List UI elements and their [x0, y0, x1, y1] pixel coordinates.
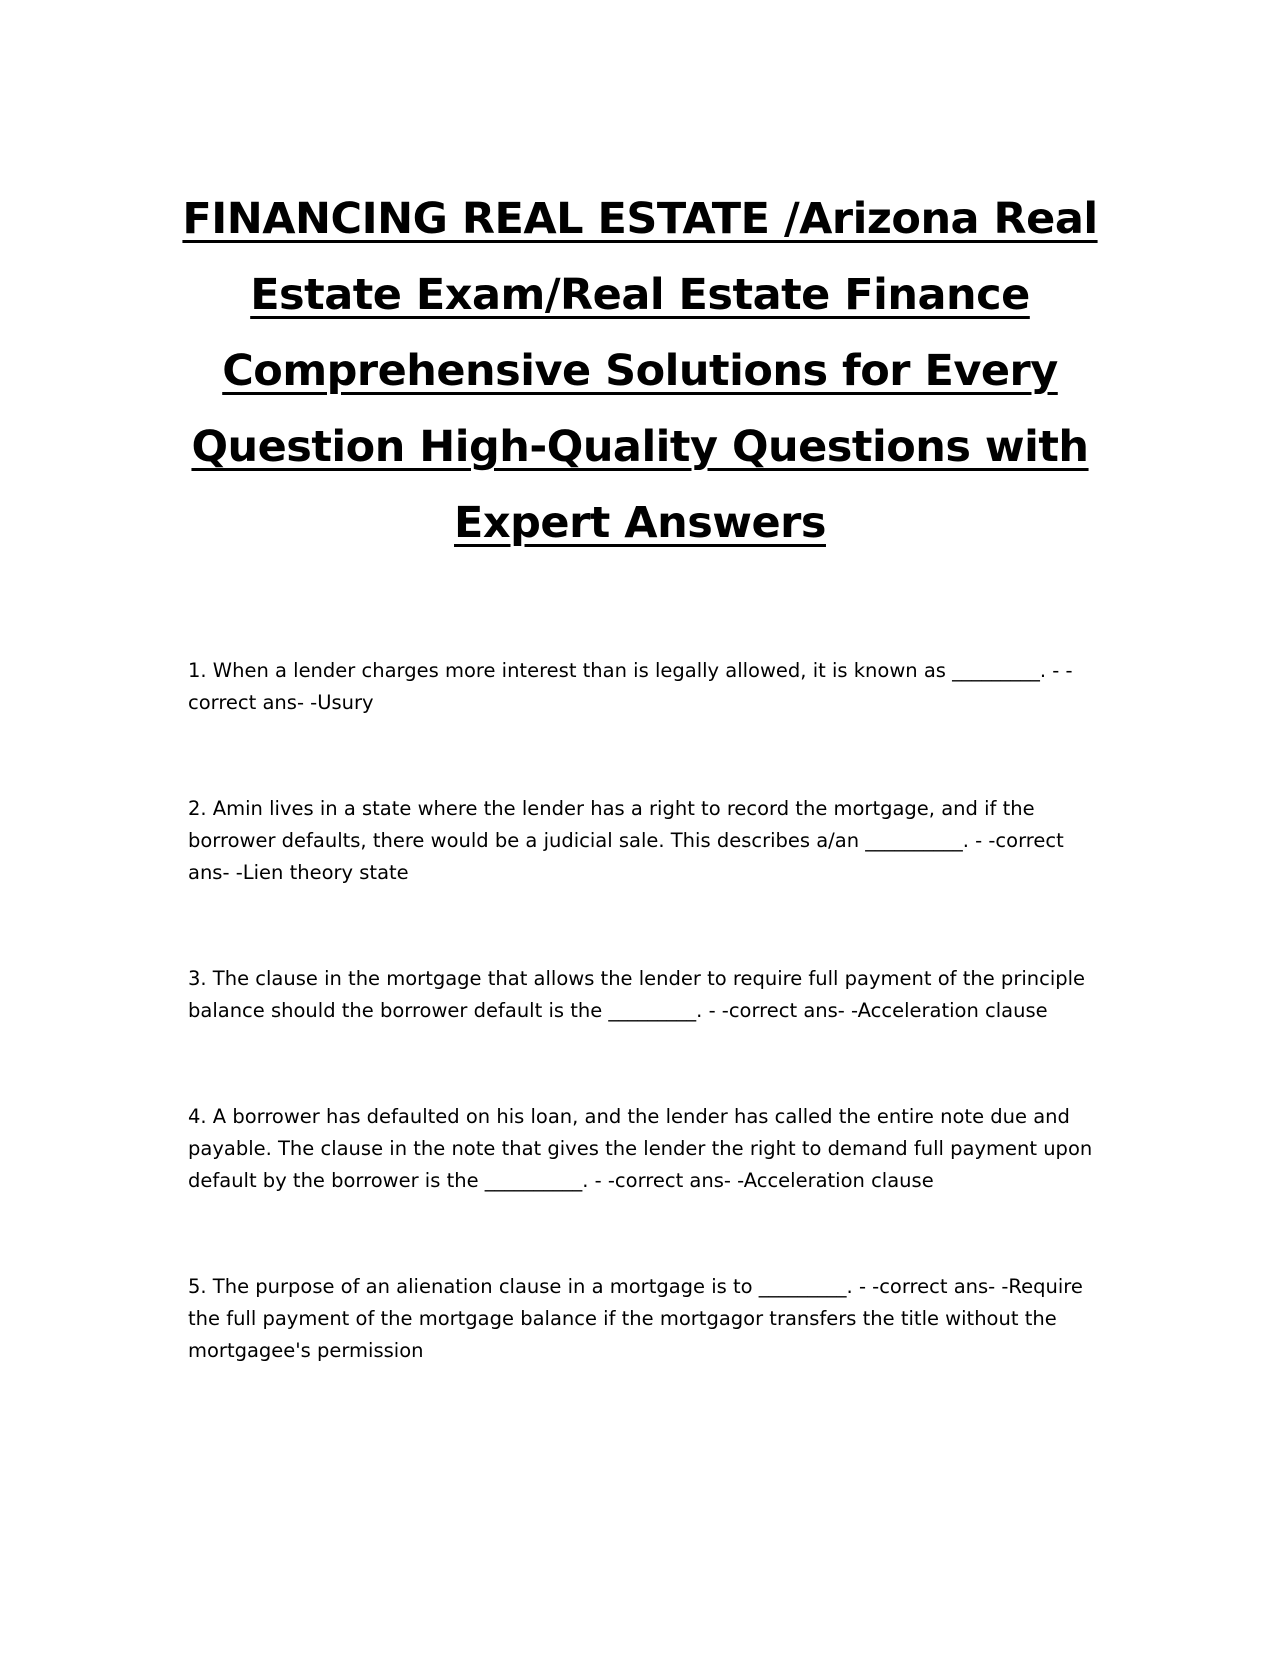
question-item: 5. The purpose of an alienation clause in a mortgage is to _________. - -correct ans- -Require the full payment of the mortgage balance if the mortgagor transfers the title without the mortgagee's permission — [188, 1275, 1083, 1362]
question-list — [188, 655, 1098, 1367]
question-item: 1. When a lender charges more interest than is legally allowed, it is known as _________. - -correct ans- -Usury — [188, 659, 1073, 714]
question-item: 3. The clause in the mortgage that allows the lender to require full payment of the principle balance should the borrower default is the _________. - -correct ans- -Acceleration clause — [188, 967, 1086, 1022]
document-title-text: FINANCING REAL ESTATE /Arizona Real Estate Exam/Real Estate Finance Comprehensive Solutions for Every Question High-Quality Questions with Expert Answers — [182, 193, 1098, 548]
document-title — [180, 181, 1100, 561]
question-item: 4. A borrower has defaulted on his loan, and the lender has called the entire note due and payable. The clause in the note that gives the lender the right to demand full payment upon default by the borrower is the __________. - -correct ans- -Acceleration clause — [188, 1105, 1093, 1192]
question-item: 2. Amin lives in a state where the lender has a right to record the mortgage, and if the borrower defaults, there would be a judicial sale. This describes a/an __________. - -correct ans- -Lien theory state — [188, 797, 1064, 884]
